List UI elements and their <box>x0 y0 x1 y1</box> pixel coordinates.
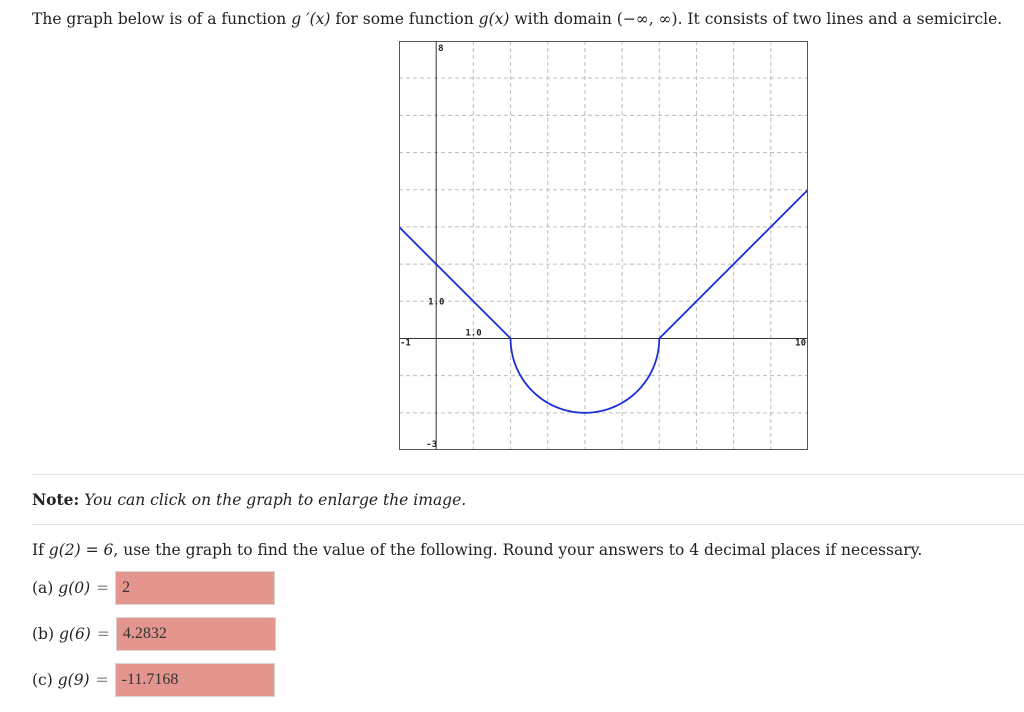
y-one-label: 1.0 <box>428 297 445 308</box>
part-b-equals: = <box>96 625 110 643</box>
intro-prefix: The graph below is of a function <box>32 10 292 28</box>
question-suffix: , use the graph to find the value of the following. Round your answers to 4 decimal places if necessary. <box>113 541 923 559</box>
note <box>32 489 466 511</box>
given-condition: g(2) = 6 <box>48 541 114 559</box>
g-prime-expr: g ′(x) <box>291 10 331 28</box>
part-a-equals: = <box>96 579 110 597</box>
grid-lines <box>399 41 808 450</box>
part-a <box>32 571 275 605</box>
divider-top <box>32 474 1024 475</box>
part-b-label: (b) <box>32 625 55 643</box>
y-min-label: -3 <box>426 440 438 450</box>
question-text <box>32 539 922 561</box>
question-prefix: If <box>32 541 49 559</box>
x-max-label: 10 <box>795 338 806 349</box>
note-label: Note: <box>32 490 80 509</box>
y-max-label: 8 <box>438 44 444 54</box>
divider-bottom <box>32 524 1024 525</box>
part-a-label: (a) <box>32 579 54 597</box>
part-c-expr: g(9) <box>57 671 90 689</box>
intro-mid-2: with domain <box>509 10 617 28</box>
x-min-label: -1 <box>400 338 411 349</box>
answer-c-input[interactable] <box>115 663 275 697</box>
graph-image[interactable] <box>399 41 808 450</box>
answer-b-input[interactable] <box>116 617 276 651</box>
part-b <box>32 617 276 651</box>
derivative-graph[interactable] <box>399 41 808 450</box>
tick-label-layer <box>400 44 806 450</box>
part-c <box>32 663 275 697</box>
problem-intro <box>32 8 1002 30</box>
intro-mid-1: for some function <box>330 10 479 28</box>
part-c-equals: = <box>95 671 109 689</box>
x-one-label: 1.0 <box>465 328 482 339</box>
graph-frame <box>400 42 808 450</box>
domain-expr: (−∞, ∞) <box>616 10 678 28</box>
note-text: You can click on the graph to enlarge the image. <box>84 491 467 509</box>
answer-a-input[interactable] <box>115 571 275 605</box>
part-a-expr: g(0) <box>58 579 91 597</box>
intro-suffix: . It consists of two lines and a semicircle. <box>677 10 1003 28</box>
part-c-label: (c) <box>32 671 53 689</box>
g-expr: g(x) <box>478 10 510 28</box>
part-b-expr: g(6) <box>58 625 91 643</box>
